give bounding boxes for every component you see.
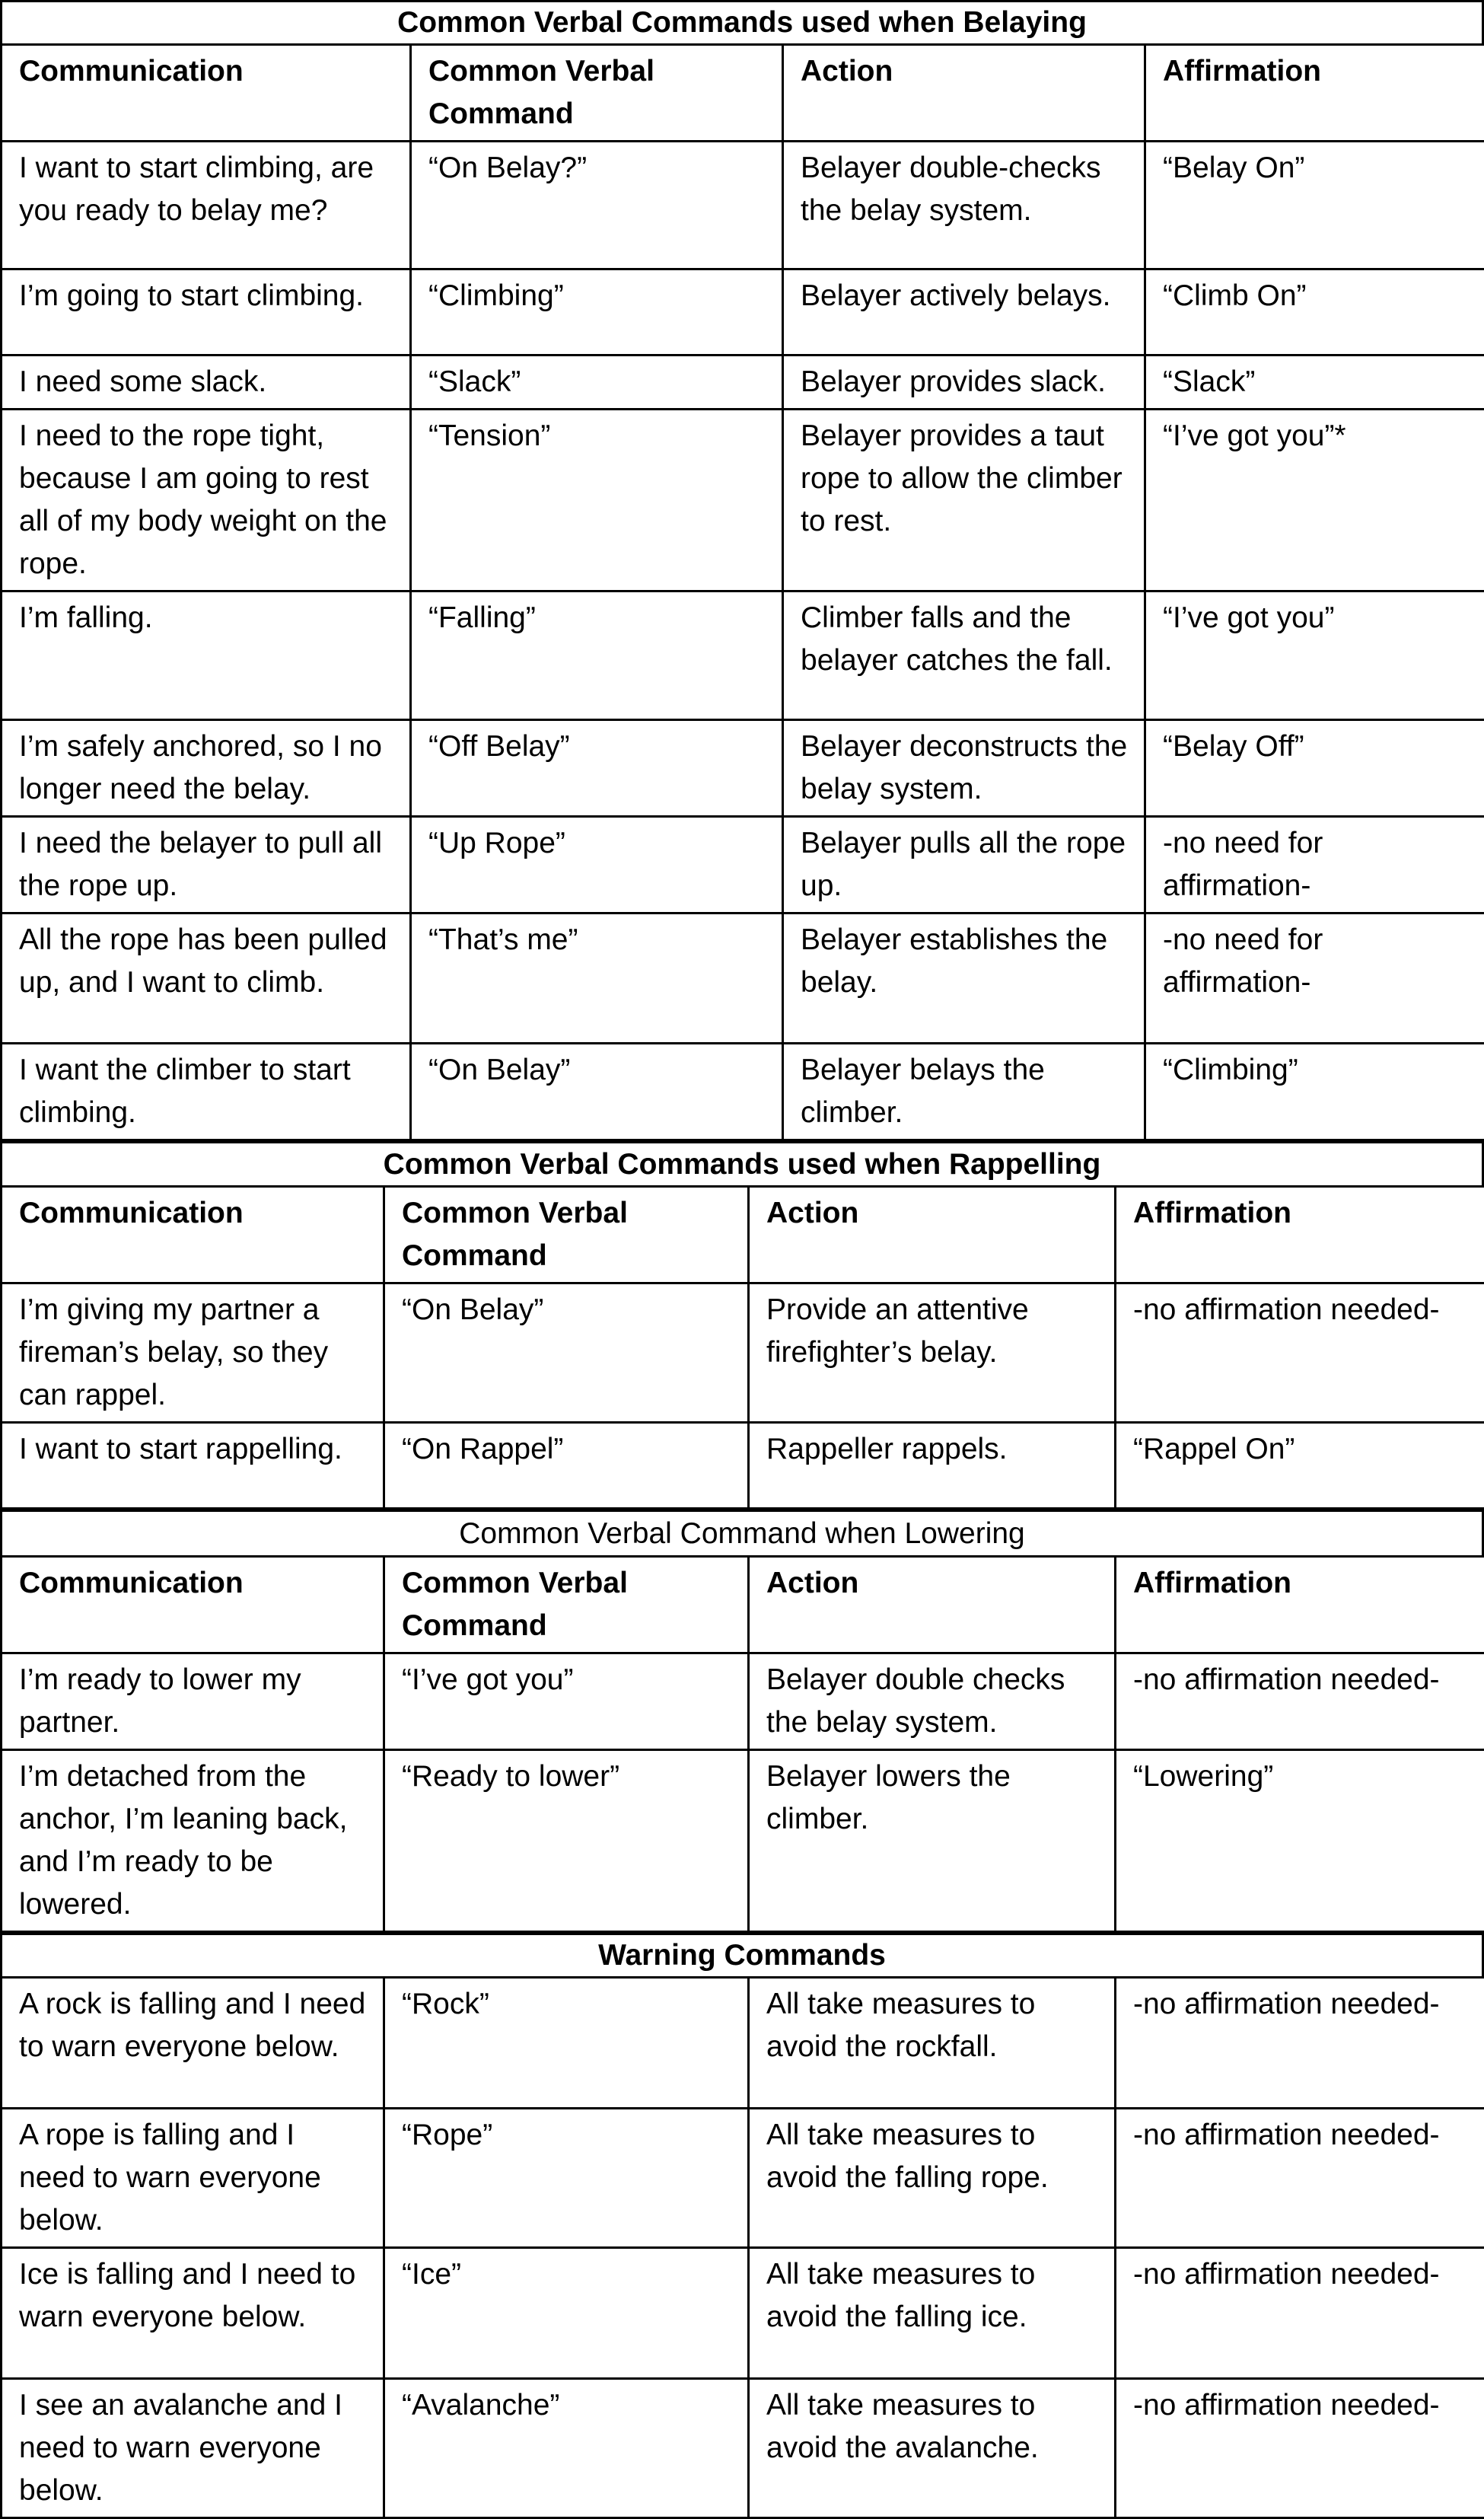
- verbal-command-cell: “Rock”: [384, 1978, 749, 2109]
- action-cell: All take measures to avoid the rockfall.: [749, 1978, 1116, 2109]
- table-row: [2, 2109, 1484, 2248]
- communication-cell: A rope is falling and I need to warn everyone below.: [2, 2109, 384, 2248]
- table-row: [2, 2248, 1484, 2379]
- table-row: [2, 356, 1484, 410]
- verbal-command-cell: “I’ve got you”: [384, 1653, 749, 1750]
- table-row: [2, 410, 1484, 591]
- affirmation-cell: “Climbing”: [1145, 1044, 1484, 1140]
- affirmation-cell: -no affirmation needed-: [1116, 2109, 1484, 2248]
- communication-cell: I need the belayer to pull all the rope up.: [2, 817, 411, 914]
- communication-cell: Ice is falling and I need to warn everyone below.: [2, 2248, 384, 2379]
- verbal-command-cell: “Off Belay”: [411, 720, 783, 817]
- action-cell: Rappeller rappels.: [749, 1423, 1116, 1509]
- action-cell: All take measures to avoid the falling ice.: [749, 2248, 1116, 2379]
- action-cell: Belayer provides slack.: [783, 356, 1145, 410]
- affirmation-cell: -no affirmation needed-: [1116, 1978, 1484, 2109]
- column-header-communication: Communication: [2, 45, 411, 142]
- section-4: [0, 1933, 1484, 2519]
- column-header-affirmation: Affirmation: [1116, 1187, 1484, 1283]
- communication-cell: I’m ready to lower my partner.: [2, 1653, 384, 1750]
- verbal-command-cell: “Falling”: [411, 591, 783, 720]
- table-row: [2, 914, 1484, 1044]
- verbal-command-cell: “On Belay?”: [411, 142, 783, 269]
- header-row: [2, 1187, 1484, 1283]
- communication-cell: I’m falling.: [2, 591, 411, 720]
- column-header-verbal-command: Common Verbal Command: [384, 1187, 749, 1283]
- communication-cell: I want to start climbing, are you ready to belay me?: [2, 142, 411, 269]
- verbal-command-cell: “Climbing”: [411, 269, 783, 356]
- header-row: [2, 1557, 1484, 1653]
- column-header-verbal-command: Common Verbal Command: [384, 1557, 749, 1653]
- table-row: [2, 1283, 1484, 1423]
- affirmation-cell: “Belay Off”: [1145, 720, 1484, 817]
- column-header-action: Action: [749, 1557, 1116, 1653]
- affirmation-cell: “Lowering”: [1116, 1750, 1484, 1932]
- verbal-command-cell: “Tension”: [411, 410, 783, 591]
- header-row: [2, 45, 1484, 142]
- action-cell: Belayer pulls all the rope up.: [783, 817, 1145, 914]
- action-cell: Climber falls and the belayer catches the fall.: [783, 591, 1145, 720]
- communication-cell: I’m giving my partner a fireman’s belay, so they can rappel.: [2, 1283, 384, 1423]
- communication-cell: I want the climber to start climbing.: [2, 1044, 411, 1140]
- affirmation-cell: “Rappel On”: [1116, 1423, 1484, 1509]
- table-row: [2, 269, 1484, 356]
- affirmation-cell: -no affirmation needed-: [1116, 2379, 1484, 2518]
- section-title: Warning Commands: [0, 1933, 1484, 1976]
- table-row: [2, 142, 1484, 269]
- communication-cell: I’m detached from the anchor, I’m leaning back, and I’m ready to be lowered.: [2, 1750, 384, 1932]
- verbal-command-cell: “Ready to lower”: [384, 1750, 749, 1932]
- verbal-command-cell: “Ice”: [384, 2248, 749, 2379]
- column-header-affirmation: Affirmation: [1116, 1557, 1484, 1653]
- section-1: [0, 0, 1484, 1141]
- communication-cell: I’m going to start climbing.: [2, 269, 411, 356]
- section-title: Common Verbal Commands used when Rappelling: [0, 1141, 1484, 1185]
- affirmation-cell: “Climb On”: [1145, 269, 1484, 356]
- verbal-command-cell: “On Belay”: [384, 1283, 749, 1423]
- affirmation-cell: “I’ve got you”*: [1145, 410, 1484, 591]
- affirmation-cell: -no affirmation needed-: [1116, 1653, 1484, 1750]
- verbal-command-cell: “Up Rope”: [411, 817, 783, 914]
- commands-table: [0, 1185, 1484, 1510]
- table-row: [2, 720, 1484, 817]
- column-header-action: Action: [749, 1187, 1116, 1283]
- action-cell: Provide an attentive firefighter’s belay.: [749, 1283, 1116, 1423]
- section-title: Common Verbal Commands used when Belaying: [0, 0, 1484, 43]
- action-cell: Belayer lowers the climber.: [749, 1750, 1116, 1932]
- table-row: [2, 817, 1484, 914]
- section-2: [0, 1141, 1484, 1510]
- communication-cell: I need some slack.: [2, 356, 411, 410]
- column-header-communication: Communication: [2, 1557, 384, 1653]
- communication-cell: All the rope has been pulled up, and I want to climb.: [2, 914, 411, 1044]
- section-title: Common Verbal Command when Lowering: [0, 1510, 1484, 1555]
- communication-cell: I’m safely anchored, so I no longer need the belay.: [2, 720, 411, 817]
- table-row: [2, 591, 1484, 720]
- action-cell: Belayer belays the climber.: [783, 1044, 1145, 1140]
- affirmation-cell: -no affirmation needed-: [1116, 2248, 1484, 2379]
- affirmation-cell: “Belay On”: [1145, 142, 1484, 269]
- column-header-communication: Communication: [2, 1187, 384, 1283]
- verbal-command-cell: “Avalanche”: [384, 2379, 749, 2518]
- column-header-action: Action: [783, 45, 1145, 142]
- action-cell: Belayer establishes the belay.: [783, 914, 1145, 1044]
- column-header-verbal-command: Common Verbal Command: [411, 45, 783, 142]
- action-cell: All take measures to avoid the falling rope.: [749, 2109, 1116, 2248]
- table-row: [2, 2379, 1484, 2518]
- commands-table: [0, 43, 1484, 1141]
- section-3: [0, 1510, 1484, 1933]
- table-row: [2, 1978, 1484, 2109]
- communication-cell: A rock is falling and I need to warn everyone below.: [2, 1978, 384, 2109]
- communication-cell: I see an avalanche and I need to warn everyone below.: [2, 2379, 384, 2518]
- action-cell: Belayer deconstructs the belay system.: [783, 720, 1145, 817]
- column-header-affirmation: Affirmation: [1145, 45, 1484, 142]
- action-cell: All take measures to avoid the avalanche.: [749, 2379, 1116, 2518]
- commands-table: [0, 1555, 1484, 1933]
- action-cell: Belayer double checks the belay system.: [749, 1653, 1116, 1750]
- affirmation-cell: -no need for affirmation-: [1145, 914, 1484, 1044]
- verbal-command-cell: “Slack”: [411, 356, 783, 410]
- communication-cell: I want to start rappelling.: [2, 1423, 384, 1509]
- affirmation-cell: -no need for affirmation-: [1145, 817, 1484, 914]
- table-row: [2, 1750, 1484, 1932]
- affirmation-cell: “Slack”: [1145, 356, 1484, 410]
- verbal-command-cell: “On Rappel”: [384, 1423, 749, 1509]
- communication-cell: I need to the rope tight, because I am going to rest all of my body weight on the rope.: [2, 410, 411, 591]
- action-cell: Belayer actively belays.: [783, 269, 1145, 356]
- commands-table: [0, 1976, 1484, 2519]
- table-row: [2, 1044, 1484, 1140]
- verbal-command-cell: “On Belay”: [411, 1044, 783, 1140]
- affirmation-cell: -no affirmation needed-: [1116, 1283, 1484, 1423]
- verbal-command-cell: “Rope”: [384, 2109, 749, 2248]
- action-cell: Belayer provides a taut rope to allow the climber to rest.: [783, 410, 1145, 591]
- action-cell: Belayer double-checks the belay system.: [783, 142, 1145, 269]
- table-row: [2, 1653, 1484, 1750]
- table-row: [2, 1423, 1484, 1509]
- affirmation-cell: “I’ve got you”: [1145, 591, 1484, 720]
- verbal-command-cell: “That’s me”: [411, 914, 783, 1044]
